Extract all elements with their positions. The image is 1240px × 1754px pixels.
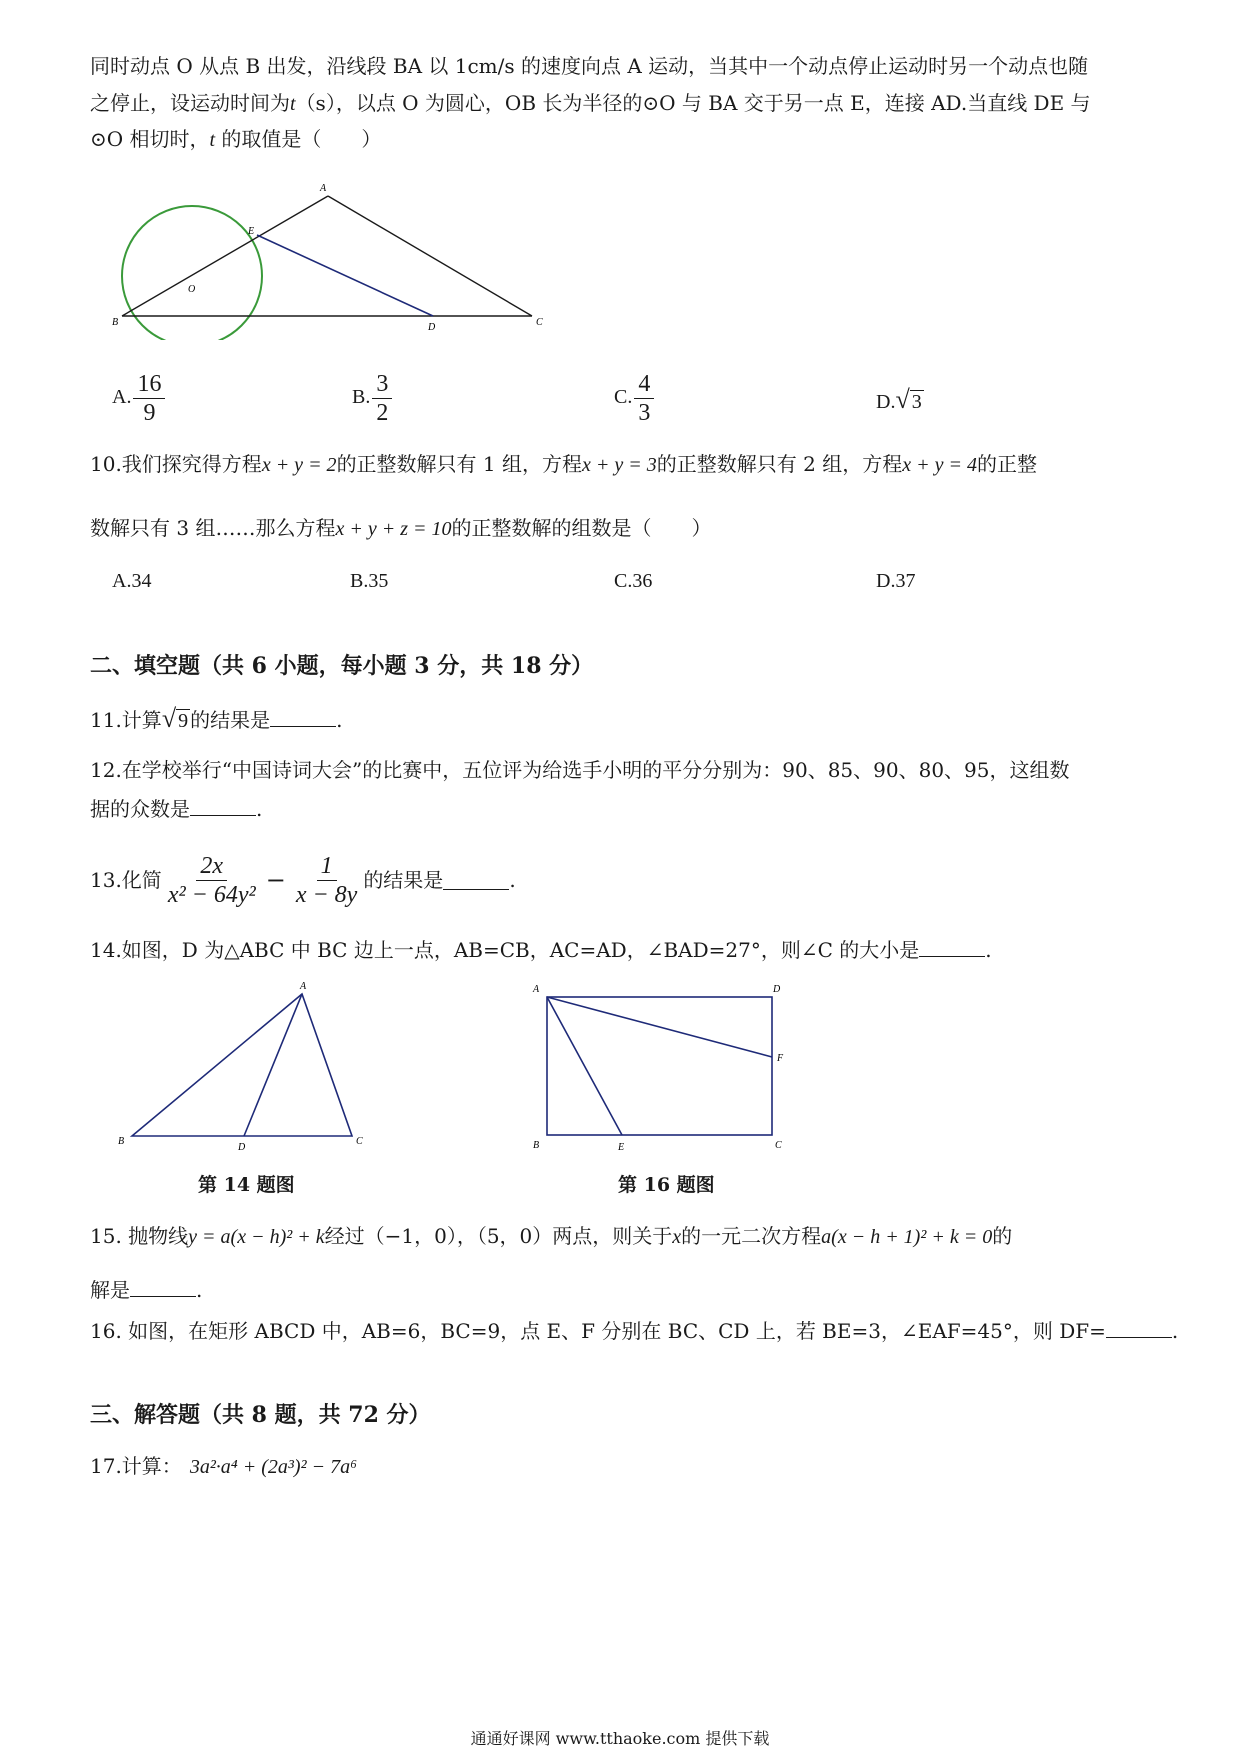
q15-line1: 15. 抛物线y = a(x − h)² + k经过（−1，0），（5，0）两点，则关于x的一元二次方程a(x − h + 1)² + k = 0的 — [90, 1224, 1013, 1248]
label-d: D — [773, 984, 781, 995]
segment-ad — [244, 994, 302, 1136]
answer-blank[interactable] — [919, 938, 985, 957]
q13: 13.化简 $\frac{2x}{\text{x² − 64y²}}$ − $\frac{1}{x - 8y}$ 的结果是 . — [90, 852, 516, 908]
label-b: B — [533, 1140, 540, 1150]
q9-line2: 之停止，设运动时间为t（s），以点 O 为圆心，OB 长为半径的⊙O 与 BA 交于另一点 E，连接 AD.当直线 DE 与 — [90, 91, 1091, 115]
q11: 11.计算√ 9 的结果是 . — [90, 704, 343, 733]
q10-option-d[interactable]: D.37 — [876, 570, 916, 592]
label-o: O — [188, 284, 196, 295]
q10-option-b[interactable]: B.35 — [350, 570, 389, 592]
segment-af — [547, 997, 772, 1057]
fig14-figure — [110, 980, 380, 1150]
label-a: A — [533, 984, 540, 995]
segment-ac — [328, 196, 532, 316]
q9-option-a[interactable]: A. $\frac{16}{9}$ — [112, 370, 167, 427]
label-d: D — [428, 322, 436, 333]
q10-option-a[interactable]: A.34 — [112, 570, 152, 592]
triangle-abc — [132, 994, 352, 1136]
label-f: F — [777, 1053, 784, 1064]
q14: 14.如图，D 为△ABC 中 BC 边上一点，AB=CB，AC=AD，∠BAD=27°，则∠C 的大小是 . — [90, 938, 992, 962]
q9-option-c[interactable]: C. $\frac{4}{3}$ — [614, 370, 656, 427]
label-a: A — [320, 183, 327, 194]
q9-option-b[interactable]: B. $\frac{3}{2}$ — [352, 370, 394, 427]
section-2-title: 二、填空题（共 6 小题，每小题 3 分，共 18 分） — [90, 653, 594, 679]
q10-line2: 数解只有 3 组……那么方程x + y + z = 10的正整数解的组数是（ ） — [90, 516, 712, 540]
fig14-caption: 第 14 题图 — [198, 1174, 295, 1196]
footer-source: 通通好课网 www.tthaoke.com 提供下载 — [470, 1729, 770, 1748]
q15-line2: 解是 . — [90, 1278, 203, 1302]
label-a: A — [300, 981, 307, 992]
answer-blank[interactable] — [443, 871, 509, 890]
q10-option-c[interactable]: C.36 — [614, 570, 653, 592]
q9-line3: ⊙O 相切时，t 的取值是（ ） — [90, 127, 382, 151]
fig16-caption: 第 16 题图 — [618, 1174, 715, 1196]
label-c: C — [775, 1140, 782, 1150]
q17: 17.计算： 3a²·a⁴ + (2a³)² − 7a⁶ — [90, 1454, 358, 1478]
segment-ed — [257, 235, 433, 316]
rectangle-abcd — [547, 997, 772, 1135]
label-e: E — [248, 226, 255, 237]
fig16-figure — [525, 980, 805, 1150]
q12-line1: 12.在学校举行“中国诗词大会”的比赛中，五位评为给选手小明的平分分别为：90、85、90、80、95，这组数 — [90, 758, 1070, 782]
answer-blank[interactable] — [1106, 1319, 1172, 1338]
circle-o — [122, 206, 262, 340]
q9-option-d[interactable]: D.√ 3 — [876, 385, 922, 414]
segment-ae — [547, 997, 622, 1135]
label-c: C — [356, 1136, 363, 1147]
answer-blank[interactable] — [130, 1278, 196, 1297]
q12-line2: 据的众数是 . — [90, 797, 263, 821]
label-b: B — [112, 317, 119, 328]
q16: 16. 如图，在矩形 ABCD 中，AB=6，BC=9，点 E、F 分别在 BC、CD 上，若 BE=3，∠EAF=45°，则 DF= . — [90, 1319, 1179, 1343]
label-c: C — [536, 317, 543, 328]
label-d: D — [238, 1142, 246, 1150]
label-e: E — [618, 1142, 625, 1150]
q9-figure — [100, 180, 560, 340]
q9-line1: 同时动点 O 从点 B 出发，沿线段 BA 以 1cm/s 的速度向点 A 运动，当其中一个动点停止运动时另一个动点也随 — [90, 54, 1089, 78]
label-b: B — [118, 1136, 125, 1147]
q10-line1: 10.我们探究得方程x + y = 2的正整数解只有 1 组，方程x + y = 3的正整数解只有 2 组，方程x + y = 4的正整 — [90, 452, 1037, 476]
section-3-title: 三、解答题（共 8 题，共 72 分） — [90, 1402, 431, 1428]
answer-blank[interactable] — [190, 797, 256, 816]
answer-blank[interactable] — [270, 708, 336, 727]
